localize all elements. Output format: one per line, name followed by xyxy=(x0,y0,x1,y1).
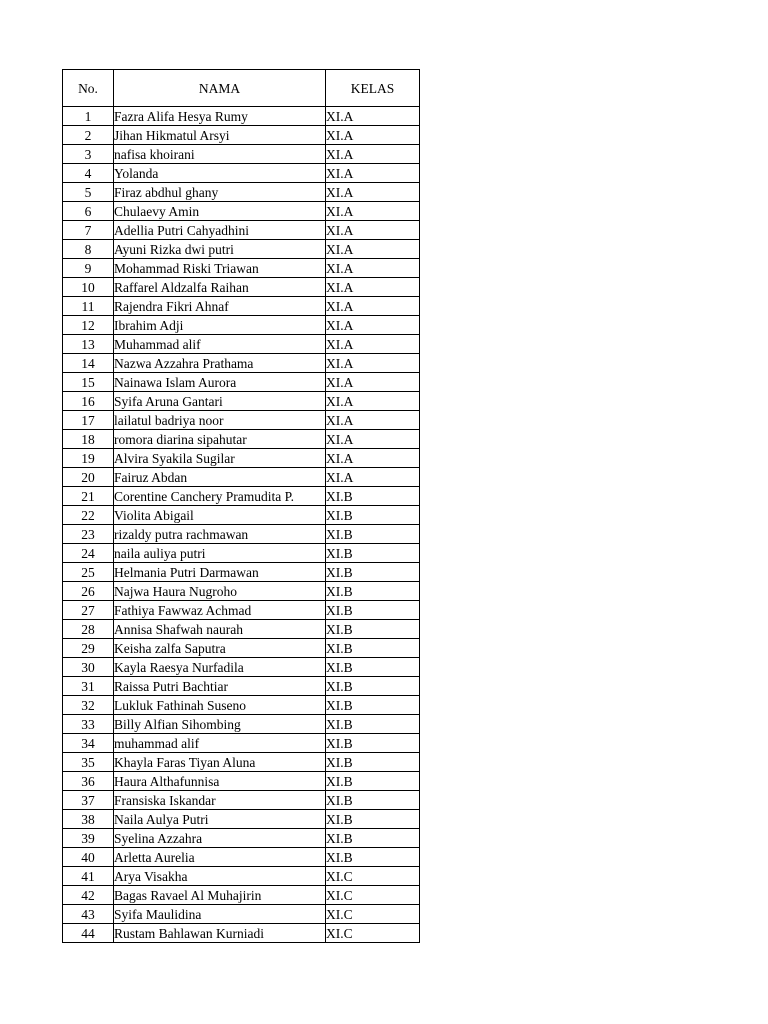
cell-kelas: XI.A xyxy=(326,354,420,373)
cell-no: 30 xyxy=(63,658,114,677)
table-row xyxy=(63,297,420,316)
cell-no: 36 xyxy=(63,772,114,791)
cell-nama: lailatul badriya noor xyxy=(114,411,326,430)
cell-kelas: XI.A xyxy=(326,297,420,316)
table-row xyxy=(63,525,420,544)
cell-no: 10 xyxy=(63,278,114,297)
cell-nama: Mohammad Riski Triawan xyxy=(114,259,326,278)
cell-nama: romora diarina sipahutar xyxy=(114,430,326,449)
cell-kelas: XI.A xyxy=(326,126,420,145)
table-row xyxy=(63,829,420,848)
cell-no: 16 xyxy=(63,392,114,411)
table-row xyxy=(63,734,420,753)
table-row xyxy=(63,316,420,335)
cell-nama: Syelina Azzahra xyxy=(114,829,326,848)
cell-nama: Annisa Shafwah naurah xyxy=(114,620,326,639)
cell-nama: Rajendra Fikri Ahnaf xyxy=(114,297,326,316)
table-row xyxy=(63,278,420,297)
cell-no: 22 xyxy=(63,506,114,525)
cell-kelas: XI.B xyxy=(326,772,420,791)
cell-nama: Arletta Aurelia xyxy=(114,848,326,867)
table-row xyxy=(63,145,420,164)
cell-nama: muhammad alif xyxy=(114,734,326,753)
cell-kelas: XI.A xyxy=(326,278,420,297)
cell-nama: nafisa khoirani xyxy=(114,145,326,164)
cell-no: 29 xyxy=(63,639,114,658)
table-row xyxy=(63,601,420,620)
header-kelas: KELAS xyxy=(326,70,420,107)
cell-no: 6 xyxy=(63,202,114,221)
cell-no: 43 xyxy=(63,905,114,924)
cell-no: 40 xyxy=(63,848,114,867)
cell-kelas: XI.B xyxy=(326,658,420,677)
table-row xyxy=(63,696,420,715)
cell-kelas: XI.A xyxy=(326,164,420,183)
cell-no: 20 xyxy=(63,468,114,487)
cell-no: 7 xyxy=(63,221,114,240)
cell-nama: Kayla Raesya Nurfadila xyxy=(114,658,326,677)
cell-no: 11 xyxy=(63,297,114,316)
table-row xyxy=(63,411,420,430)
cell-nama: Rustam Bahlawan Kurniadi xyxy=(114,924,326,943)
cell-nama: Fransiska Iskandar xyxy=(114,791,326,810)
cell-kelas: XI.A xyxy=(326,449,420,468)
cell-kelas: XI.B xyxy=(326,544,420,563)
cell-nama: Yolanda xyxy=(114,164,326,183)
cell-kelas: XI.C xyxy=(326,867,420,886)
cell-nama: rizaldy putra rachmawan xyxy=(114,525,326,544)
cell-no: 19 xyxy=(63,449,114,468)
table-row xyxy=(63,772,420,791)
table-row xyxy=(63,544,420,563)
cell-kelas: XI.B xyxy=(326,791,420,810)
cell-nama: Nainawa Islam Aurora xyxy=(114,373,326,392)
cell-nama: Naila Aulya Putri xyxy=(114,810,326,829)
table-row xyxy=(63,677,420,696)
cell-kelas: XI.A xyxy=(326,373,420,392)
cell-nama: Corentine Canchery Pramudita P. xyxy=(114,487,326,506)
cell-no: 35 xyxy=(63,753,114,772)
cell-no: 33 xyxy=(63,715,114,734)
cell-nama: Muhammad alif xyxy=(114,335,326,354)
cell-no: 2 xyxy=(63,126,114,145)
cell-nama: Helmania Putri Darmawan xyxy=(114,563,326,582)
cell-no: 3 xyxy=(63,145,114,164)
cell-nama: Alvira Syakila Sugilar xyxy=(114,449,326,468)
cell-nama: Jihan Hikmatul Arsyi xyxy=(114,126,326,145)
cell-nama: Firaz abdhul ghany xyxy=(114,183,326,202)
cell-no: 41 xyxy=(63,867,114,886)
cell-kelas: XI.A xyxy=(326,468,420,487)
table-row xyxy=(63,392,420,411)
table-row xyxy=(63,164,420,183)
table-row xyxy=(63,658,420,677)
cell-nama: Fazra Alifa Hesya Rumy xyxy=(114,107,326,126)
table-row xyxy=(63,468,420,487)
cell-kelas: XI.B xyxy=(326,487,420,506)
cell-kelas: XI.B xyxy=(326,696,420,715)
cell-kelas: XI.A xyxy=(326,335,420,354)
cell-no: 13 xyxy=(63,335,114,354)
cell-no: 21 xyxy=(63,487,114,506)
cell-kelas: XI.A xyxy=(326,392,420,411)
cell-no: 8 xyxy=(63,240,114,259)
student-roster-table xyxy=(62,69,420,943)
table-row xyxy=(63,430,420,449)
cell-nama: Nazwa Azzahra Prathama xyxy=(114,354,326,373)
cell-no: 24 xyxy=(63,544,114,563)
table-row xyxy=(63,506,420,525)
cell-kelas: XI.B xyxy=(326,639,420,658)
cell-kelas: XI.C xyxy=(326,924,420,943)
cell-kelas: XI.C xyxy=(326,905,420,924)
cell-no: 27 xyxy=(63,601,114,620)
cell-nama: Haura Althafunnisa xyxy=(114,772,326,791)
cell-no: 18 xyxy=(63,430,114,449)
cell-kelas: XI.B xyxy=(326,848,420,867)
table-row xyxy=(63,221,420,240)
table-row xyxy=(63,791,420,810)
table-body xyxy=(63,107,420,943)
cell-kelas: XI.B xyxy=(326,810,420,829)
table-row xyxy=(63,240,420,259)
cell-kelas: XI.B xyxy=(326,829,420,848)
cell-nama: Violita Abigail xyxy=(114,506,326,525)
table-row xyxy=(63,848,420,867)
cell-nama: Lukluk Fathinah Suseno xyxy=(114,696,326,715)
table-row xyxy=(63,924,420,943)
table-header xyxy=(63,70,420,107)
cell-kelas: XI.A xyxy=(326,316,420,335)
cell-kelas: XI.C xyxy=(326,886,420,905)
table-row xyxy=(63,810,420,829)
cell-kelas: XI.B xyxy=(326,734,420,753)
cell-no: 38 xyxy=(63,810,114,829)
cell-no: 12 xyxy=(63,316,114,335)
header-row xyxy=(63,70,420,107)
table-row xyxy=(63,373,420,392)
table-row xyxy=(63,259,420,278)
table-row xyxy=(63,107,420,126)
cell-kelas: XI.B xyxy=(326,601,420,620)
cell-no: 5 xyxy=(63,183,114,202)
cell-nama: Adellia Putri Cahyadhini xyxy=(114,221,326,240)
table-row xyxy=(63,449,420,468)
cell-kelas: XI.B xyxy=(326,506,420,525)
cell-kelas: XI.A xyxy=(326,221,420,240)
cell-nama: Raffarel Aldzalfa Raihan xyxy=(114,278,326,297)
cell-no: 34 xyxy=(63,734,114,753)
table-row xyxy=(63,867,420,886)
cell-no: 28 xyxy=(63,620,114,639)
table-row xyxy=(63,563,420,582)
table-row xyxy=(63,620,420,639)
cell-nama: Ibrahim Adji xyxy=(114,316,326,335)
cell-nama: Raissa Putri Bachtiar xyxy=(114,677,326,696)
table-row xyxy=(63,335,420,354)
cell-nama: Fathiya Fawwaz Achmad xyxy=(114,601,326,620)
cell-no: 23 xyxy=(63,525,114,544)
cell-kelas: XI.A xyxy=(326,430,420,449)
cell-nama: Arya Visakha xyxy=(114,867,326,886)
cell-kelas: XI.B xyxy=(326,582,420,601)
cell-kelas: XI.B xyxy=(326,715,420,734)
table-row xyxy=(63,905,420,924)
cell-no: 15 xyxy=(63,373,114,392)
cell-kelas: XI.A xyxy=(326,107,420,126)
cell-no: 14 xyxy=(63,354,114,373)
cell-kelas: XI.B xyxy=(326,525,420,544)
table-row xyxy=(63,183,420,202)
table-row xyxy=(63,126,420,145)
cell-no: 9 xyxy=(63,259,114,278)
cell-nama: Bagas Ravael Al Muhajirin xyxy=(114,886,326,905)
cell-no: 37 xyxy=(63,791,114,810)
cell-nama: Najwa Haura Nugroho xyxy=(114,582,326,601)
header-nama: NAMA xyxy=(114,70,326,107)
cell-no: 31 xyxy=(63,677,114,696)
table-row xyxy=(63,886,420,905)
cell-no: 25 xyxy=(63,563,114,582)
cell-nama: Ayuni Rizka dwi putri xyxy=(114,240,326,259)
cell-kelas: XI.B xyxy=(326,677,420,696)
cell-nama: Chulaevy Amin xyxy=(114,202,326,221)
cell-kelas: XI.A xyxy=(326,202,420,221)
cell-kelas: XI.A xyxy=(326,145,420,164)
cell-no: 1 xyxy=(63,107,114,126)
cell-nama: Khayla Faras Tiyan Aluna xyxy=(114,753,326,772)
cell-no: 32 xyxy=(63,696,114,715)
cell-kelas: XI.A xyxy=(326,259,420,278)
table-row xyxy=(63,715,420,734)
cell-no: 44 xyxy=(63,924,114,943)
cell-nama: Syifa Maulidina xyxy=(114,905,326,924)
table-row xyxy=(63,639,420,658)
cell-nama: Keisha zalfa Saputra xyxy=(114,639,326,658)
cell-nama: Fairuz Abdan xyxy=(114,468,326,487)
table-row xyxy=(63,753,420,772)
cell-no: 26 xyxy=(63,582,114,601)
cell-no: 4 xyxy=(63,164,114,183)
table-row xyxy=(63,354,420,373)
cell-nama: naila auliya putri xyxy=(114,544,326,563)
cell-nama: Billy Alfian Sihombing xyxy=(114,715,326,734)
table-row xyxy=(63,202,420,221)
cell-no: 17 xyxy=(63,411,114,430)
cell-kelas: XI.B xyxy=(326,563,420,582)
cell-kelas: XI.A xyxy=(326,183,420,202)
cell-no: 39 xyxy=(63,829,114,848)
cell-no: 42 xyxy=(63,886,114,905)
cell-nama: Syifa Aruna Gantari xyxy=(114,392,326,411)
cell-kelas: XI.A xyxy=(326,240,420,259)
cell-kelas: XI.B xyxy=(326,620,420,639)
table-row xyxy=(63,582,420,601)
table-row xyxy=(63,487,420,506)
cell-kelas: XI.B xyxy=(326,753,420,772)
cell-kelas: XI.A xyxy=(326,411,420,430)
header-no: No. xyxy=(63,70,114,107)
